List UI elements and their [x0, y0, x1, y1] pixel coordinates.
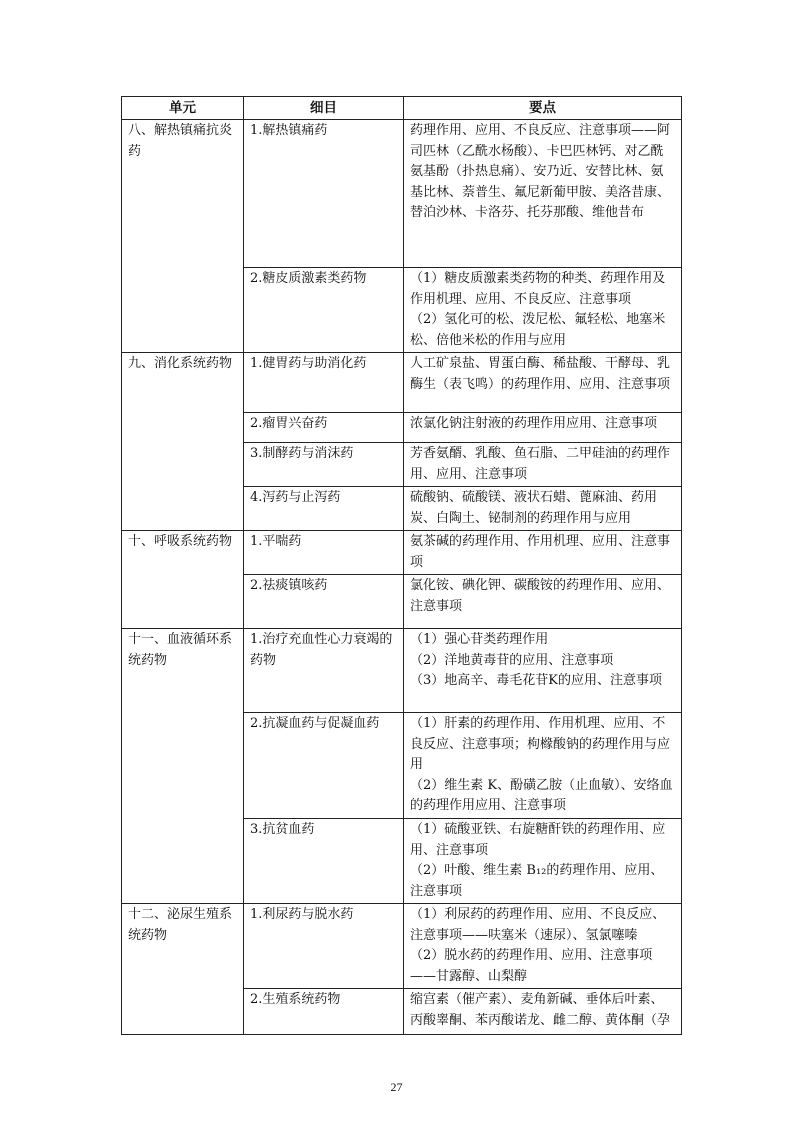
point-line: （2）维生素 K、酚磺乙胺（止血敏）、安络血的药理作用应用、注意事项	[410, 777, 673, 813]
item-cell: 1.治疗充血性心力衰竭的药物	[244, 629, 404, 713]
point-line: （1）硫酸亚铁、右旋糖酐铁的药理作用、应用、注意事项	[410, 822, 666, 858]
table-header-row	[122, 97, 682, 120]
table-row	[122, 413, 682, 443]
points-cell	[404, 268, 682, 353]
unit-cell: 十一、血液循环系统药物	[122, 629, 244, 713]
points-cell	[404, 353, 682, 413]
table-row	[122, 575, 682, 629]
header-item: 细目	[244, 97, 404, 120]
item-cell: 1.解热镇痛药	[244, 120, 404, 268]
point-line: 芳香氨醑、乳酸、鱼石脂、二甲硅油的药理作用、应用、注意事项	[410, 446, 671, 482]
item-cell: 2.瘤胃兴奋药	[244, 413, 404, 443]
points-cell	[404, 443, 682, 487]
point-line: 硫酸钠、硫酸镁、液状石蜡、蓖麻油、药用炭、白陶土、铋制剂的药理作用与应用	[410, 490, 658, 526]
table-row	[122, 904, 682, 989]
point-line: （2）洋地黄毒苷的应用、注意事项	[410, 652, 614, 668]
item-cell: 2.抗凝血药与促凝血药	[244, 713, 404, 819]
unit-cell: 八、解热镇痛抗炎药	[122, 120, 244, 268]
unit-cell: 十二、泌尿生殖系统药物	[122, 904, 244, 989]
unit-cell	[122, 268, 244, 353]
unit-cell: 十、呼吸系统药物	[122, 531, 244, 575]
table-row	[122, 353, 682, 413]
points-cell	[404, 413, 682, 443]
points-cell	[404, 531, 682, 575]
table-row	[122, 989, 682, 1035]
points-cell	[404, 120, 682, 268]
header-points: 要点	[404, 97, 682, 120]
point-line: （1）强心苷类药理作用	[410, 632, 549, 647]
points-cell	[404, 819, 682, 904]
unit-cell	[122, 413, 244, 443]
table-row	[122, 819, 682, 904]
unit-cell	[122, 575, 244, 629]
unit-cell	[122, 443, 244, 487]
item-cell: 4.泻药与止泻药	[244, 487, 404, 531]
item-cell: 1.利尿药与脱水药	[244, 904, 404, 989]
unit-cell: 九、消化系统药物	[122, 353, 244, 413]
unit-cell	[122, 487, 244, 531]
table-row	[122, 120, 682, 268]
item-cell: 2.祛痰镇咳药	[244, 575, 404, 629]
unit-cell	[122, 819, 244, 904]
point-line: 氯化铵、碘化钾、碳酸铵的药理作用、应用、注意事项	[410, 578, 671, 614]
item-cell: 3.制酵药与消沫药	[244, 443, 404, 487]
header-unit: 单元	[122, 97, 244, 120]
point-line: （2）脱水药的药理作用、应用、注意事项——甘露醇、山梨醇	[410, 948, 653, 984]
points-cell	[404, 487, 682, 531]
item-cell: 2.生殖系统药物	[244, 989, 404, 1035]
point-line: （1）利尿药的药理作用、应用、不良反应、注意事项——呋塞米（速尿）、氢氯噻嗪	[410, 907, 666, 943]
unit-cell	[122, 989, 244, 1035]
points-cell	[404, 575, 682, 629]
unit-cell	[122, 713, 244, 819]
point-line: 人工矿泉盐、胃蛋白酶、稀盐酸、干酵母、乳酶生（表飞鸣）的药理作用、应用、注意事项	[410, 356, 671, 392]
item-cell: 1.健胃药与助消化药	[244, 353, 404, 413]
page-number: 27	[390, 1080, 403, 1094]
point-line: 浓氯化钠注射液的药理作用应用、注意事项	[410, 416, 658, 431]
points-cell	[404, 904, 682, 989]
table-row	[122, 268, 682, 353]
table-row	[122, 531, 682, 575]
points-cell	[404, 989, 682, 1035]
table-row	[122, 443, 682, 487]
item-cell: 2.糖皮质激素类药物	[244, 268, 404, 353]
point-line: （2）氢化可的松、泼尼松、氟轻松、地塞米松、倍他米松的作用与应用	[410, 312, 666, 348]
point-line: 药理作用、应用、不良反应、注意事项——阿司匹林（乙酰水杨酸）、卡巴匹林钙、对乙酰氨基酚（扑热息痛）、安乃近、安替比林、氨基比林、萘普生、氟尼新葡甲胺、美洛昔康、替泊沙林、卡洛芬、托芬那酸、维他昔布	[410, 123, 671, 220]
point-line: （3）地高辛、毒毛花苷K的应用、注意事项	[410, 673, 662, 688]
item-cell: 3.抗贫血药	[244, 819, 404, 904]
points-cell	[404, 713, 682, 819]
point-line: （1）肝素的药理作用、作用机理、应用、不良反应、注意事项；枸橼酸钠的药理作用与应用	[410, 716, 671, 772]
points-cell	[404, 629, 682, 713]
table-body	[122, 120, 682, 1035]
table-row	[122, 487, 682, 531]
point-line: 氨茶碱的药理作用、作用机理、应用、注意事项	[410, 534, 671, 570]
point-line: （1）糖皮质激素类药物的种类、药理作用及作用机理、应用、不良反应、注意事项	[410, 271, 666, 307]
table-row	[122, 629, 682, 713]
syllabus-table	[121, 96, 682, 1035]
table-row	[122, 713, 682, 819]
point-line: 缩宫素（催产素）、麦角新碱、垂体后叶素、丙酸睾酮、苯丙酸诺龙、雌二醇、黄体酮（孕	[410, 992, 671, 1028]
item-cell: 1.平喘药	[244, 531, 404, 575]
point-line: （2）叶酸、维生素 B₁₂的药理作用、应用、注意事项	[410, 863, 664, 899]
